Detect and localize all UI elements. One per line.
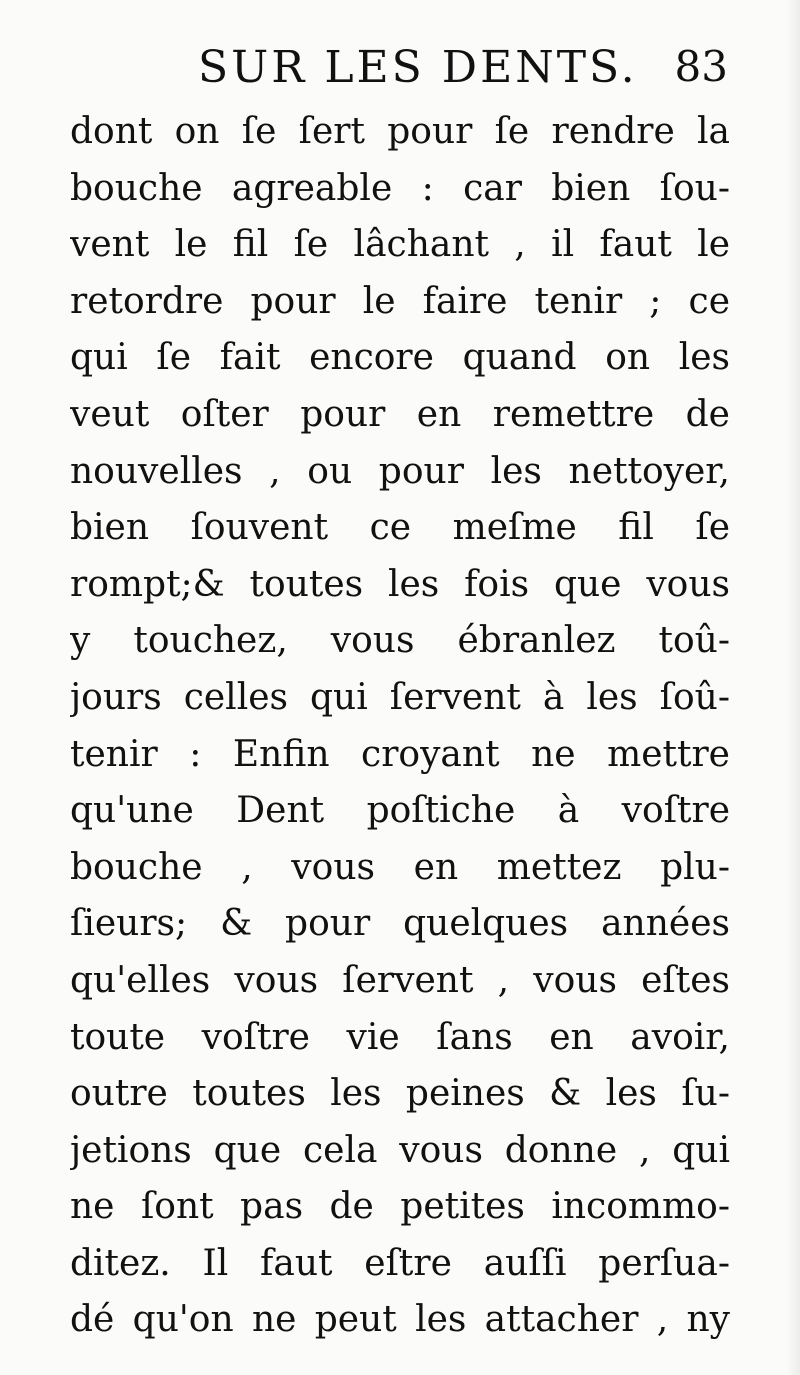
text-line: ne ſont pas de petites incommo- [70, 1186, 730, 1228]
text-line: bouche agreable : car bien ſou- [70, 167, 730, 209]
text-line: qui ſe fait encore quand on les [70, 337, 730, 379]
text-line: bouche , vous en mettez plu- [70, 846, 730, 888]
text-line: qu'une Dent poſtiche à voſtre [70, 790, 730, 832]
text-line: dé qu'on ne peut les attacher , ny [70, 1299, 730, 1341]
page-number: 83 [674, 42, 728, 91]
text-line: jetions que cela vous donne , qui [70, 1129, 730, 1171]
text-line: retordre pour le faire tenir ; ce [70, 280, 730, 322]
text-line: y touchez, vous ébranlez toû- [70, 620, 730, 662]
text-line: ſieurs; & pour quelques années [70, 903, 730, 945]
text-line: ditez. Il faut eſtre auſſi perſua- [70, 1242, 730, 1284]
page-edge-shadow [786, 0, 800, 1375]
text-line: jours celles qui ſervent à les ſoû- [70, 676, 730, 718]
text-line: vent le fil ſe lâchant , il faut le [70, 224, 730, 266]
body-text [70, 104, 730, 1349]
running-title: SUR LES DENTS. [198, 42, 638, 93]
text-line: tenir : Enfin croyant ne mettre [70, 733, 730, 775]
text-line: dont on ſe ſert pour ſe rendre la [70, 111, 730, 152]
text-line: bien ſouvent ce meſme fil ſe [70, 507, 730, 549]
text-line: qu'elles vous ſervent , vous eſtes [70, 959, 730, 1001]
text-line: rompt;& toutes les fois que vous [70, 563, 730, 605]
text-line: toute voſtre vie ſans en avoir, [70, 1016, 730, 1058]
text-line: veut oſter pour en remettre de [70, 393, 730, 435]
text-line: nouvelles , ou pour les nettoyer, [70, 450, 730, 492]
page-header [70, 42, 730, 98]
text-line: outre toutes les peines & les ſu- [70, 1073, 730, 1115]
